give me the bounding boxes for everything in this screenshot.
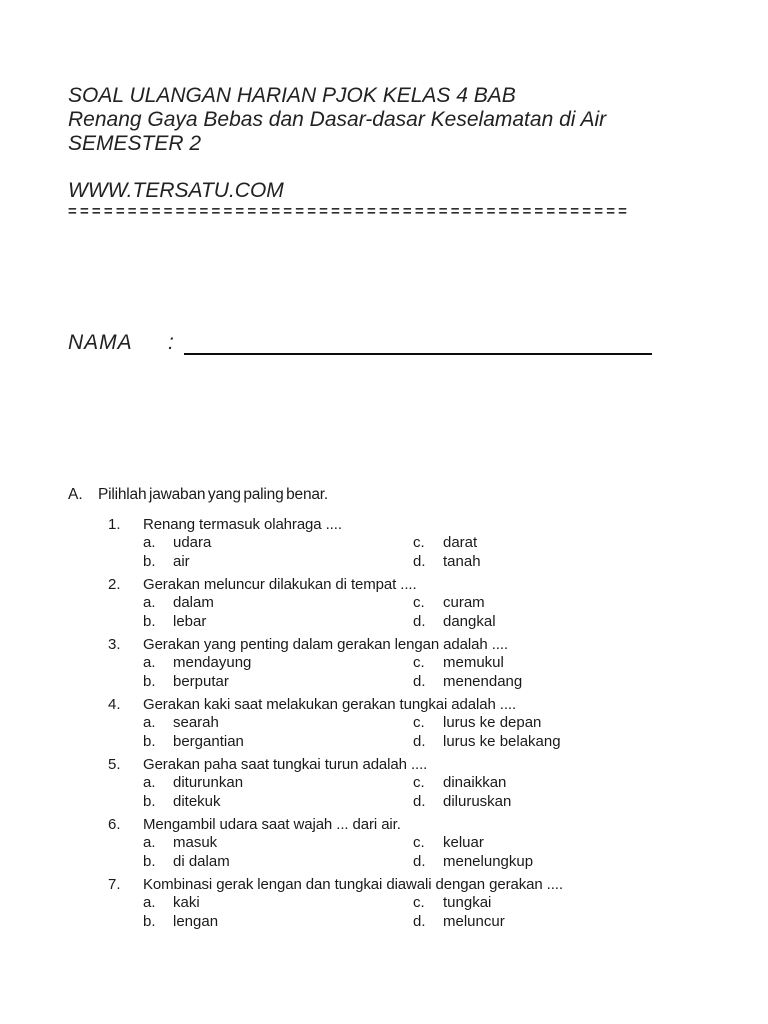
option-letter: d. [413, 672, 426, 690]
question-text: Mengambil udara saat wajah ... dari air. [143, 816, 401, 833]
option-letter: d. [413, 612, 426, 630]
equals-divider: =============================================== [68, 204, 631, 219]
name-blank-line [184, 328, 652, 355]
question-body [143, 755, 713, 811]
question-number: 3. [108, 636, 121, 653]
name-field-row [68, 328, 652, 355]
option-letter: b. [143, 612, 156, 630]
option-text: di dalam [173, 852, 230, 870]
option-letter: b. [143, 852, 156, 870]
option-text: darat [443, 534, 478, 551]
option-text: memukul [443, 654, 504, 671]
option-text: keluar [443, 834, 484, 851]
title-line-3: SEMESTER 2 [68, 132, 202, 155]
option-letter: d. [413, 912, 426, 930]
question-number: 4. [108, 696, 121, 713]
option-letter: b. [143, 732, 156, 750]
question-text: Renang termasuk olahraga .... [143, 516, 342, 533]
question-number: 2. [108, 576, 121, 593]
question-item [68, 575, 713, 631]
option-letter: d. [413, 792, 426, 810]
section-a-heading [68, 485, 713, 504]
option-text: lengan [173, 912, 219, 930]
option-text: dinaikkan [443, 774, 507, 791]
question-item [68, 635, 713, 691]
question-item [68, 695, 713, 751]
option-letter: a. [143, 774, 156, 791]
option-text: tanah [443, 552, 481, 570]
option-letter: a. [143, 654, 156, 671]
option-letter: a. [143, 534, 156, 551]
question-item [68, 515, 713, 571]
option-text: meluncur [443, 912, 505, 930]
option-letter: a. [143, 834, 156, 851]
option-text: curam [443, 594, 485, 611]
question-number: 6. [108, 816, 121, 833]
title-line-2: Renang Gaya Bebas dan Dasar-dasar Keselamatan di Air [68, 108, 607, 131]
question-options [143, 834, 713, 871]
question-body [143, 575, 713, 631]
question-body [143, 695, 713, 751]
option-letter: b. [143, 672, 156, 690]
section-a-instruction: Pilihlah jawaban yang paling benar. [98, 486, 329, 503]
option-text: kaki [173, 894, 200, 911]
question-text: Gerakan meluncur dilakukan di tempat .... [143, 576, 417, 593]
option-text: masuk [173, 834, 218, 851]
option-letter: c. [413, 834, 425, 851]
question-text: Kombinasi gerak lengan dan tungkai diawali dengan gerakan .... [143, 876, 563, 893]
question-options [143, 774, 713, 811]
document-title [68, 84, 713, 156]
option-letter: b. [143, 912, 156, 930]
option-letter: c. [413, 774, 425, 791]
option-text: lurus ke depan [443, 714, 542, 731]
question-number: 7. [108, 876, 121, 893]
section-a-letter: A. [68, 486, 83, 503]
option-letter: d. [413, 552, 426, 570]
option-text: menelungkup [443, 852, 534, 870]
question-options [143, 594, 713, 631]
option-text: tungkai [443, 894, 492, 911]
option-text: berputar [173, 672, 229, 690]
question-options [143, 534, 713, 571]
option-text: diluruskan [443, 792, 512, 810]
option-text: dangkal [443, 612, 496, 630]
option-text: mendayung [173, 654, 252, 671]
website-url: WWW.TERSATU.COM [68, 179, 284, 202]
question-number: 5. [108, 756, 121, 773]
name-label: NAMA [68, 331, 133, 354]
option-letter: c. [413, 534, 425, 551]
option-text: lurus ke belakang [443, 732, 561, 750]
question-number: 1. [108, 516, 121, 533]
option-text: menendang [443, 672, 523, 690]
option-text: air [173, 552, 190, 570]
option-letter: c. [413, 894, 425, 911]
option-text: udara [173, 534, 212, 551]
option-letter: b. [143, 792, 156, 810]
option-text: searah [173, 714, 219, 731]
name-colon: : [168, 331, 174, 354]
question-body [143, 875, 713, 931]
question-text: Gerakan kaki saat melakukan gerakan tungkai adalah .... [143, 696, 517, 713]
question-options [143, 894, 713, 931]
option-text: diturunkan [173, 774, 244, 791]
option-letter: c. [413, 714, 425, 731]
option-letter: c. [413, 654, 425, 671]
title-line-1: SOAL ULANGAN HARIAN PJOK KELAS 4 BAB [68, 84, 516, 107]
question-body [143, 815, 713, 871]
option-text: dalam [173, 594, 214, 611]
question-body [143, 515, 713, 571]
question-list [68, 515, 713, 931]
option-letter: b. [143, 552, 156, 570]
option-text: bergantian [173, 732, 244, 750]
option-letter: c. [413, 594, 425, 611]
option-text: lebar [173, 612, 207, 630]
question-options [143, 654, 713, 691]
question-item [68, 755, 713, 811]
question-text: Gerakan paha saat tungkai turun adalah .... [143, 756, 428, 773]
question-options [143, 714, 713, 751]
option-letter: a. [143, 894, 156, 911]
question-text: Gerakan yang penting dalam gerakan lengan adalah .... [143, 636, 508, 653]
option-letter: a. [143, 594, 156, 611]
option-text: ditekuk [173, 792, 221, 810]
option-letter: d. [413, 732, 426, 750]
question-item [68, 815, 713, 871]
option-letter: a. [143, 714, 156, 731]
question-item [68, 875, 713, 931]
option-letter: d. [413, 852, 426, 870]
question-body [143, 635, 713, 691]
